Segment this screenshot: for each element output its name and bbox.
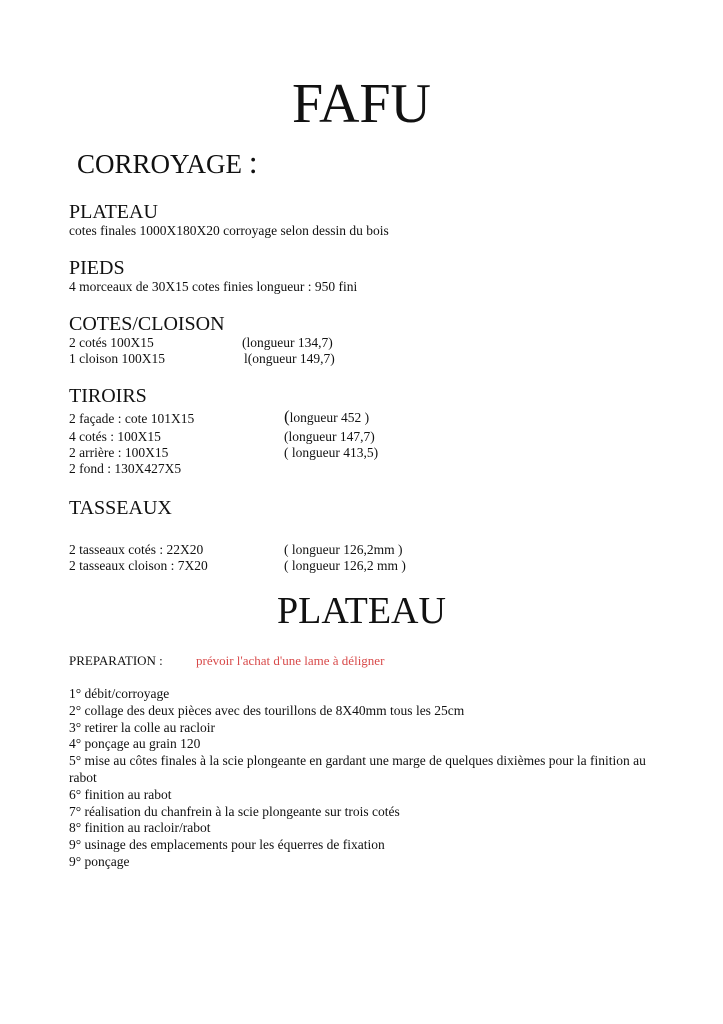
plateau-section-heading: PLATEAU: [277, 590, 446, 632]
step-item: 5° mise au côtes finales à la scie plongeante en gardant une marge de quelques dixièmes pour la finition au rabot: [69, 753, 646, 785]
step-item: 1° débit/corroyage: [69, 686, 170, 701]
preparation-label: PREPARATION :: [69, 653, 163, 668]
row-length: [284, 444, 378, 461]
row-item: 1 cloison 100X15: [69, 351, 165, 366]
corroyage-label: CORROYAGE: [77, 149, 243, 179]
row-length: [284, 408, 369, 426]
length-text: ( longueur 413,5): [284, 445, 379, 460]
corroyage-heading: [77, 145, 258, 181]
plateau-heading: PLATEAU: [69, 201, 158, 223]
step-item: 7° réalisation du chanfrein à la scie plongeante sur trois cotés: [69, 803, 400, 819]
row-item: 2 tasseaux cloison : 7X20: [69, 558, 208, 573]
step-item: 3° retirer la colle au racloir: [69, 719, 215, 735]
length-text: (longueur 147,7): [284, 429, 375, 444]
row-length: ( longueur 126,2 mm ): [284, 558, 406, 573]
pieds-line: 4 morceaux de 30X15 cotes finies longueur : 950 fini: [69, 279, 358, 294]
step-item: 6° finition au rabot: [69, 786, 172, 802]
tasseaux-heading: TASSEAUX: [69, 497, 172, 519]
length-text: longueur 452 ): [289, 410, 370, 425]
cotes-cloison-heading: COTES/CLOISON: [69, 313, 225, 335]
row-length: ( longueur 126,2mm ): [284, 542, 403, 557]
row-item: 2 façade : cote 101X15: [69, 411, 195, 426]
row-length: l(ongueur 149,7): [244, 351, 335, 366]
tiroirs-heading: TIROIRS: [69, 385, 147, 407]
row-item: 2 fond : 130X427X5: [69, 461, 182, 476]
row-item: 4 cotés : 100X15: [69, 429, 161, 444]
step-item: 9° usinage des emplacements pour les équerres de fixation: [69, 837, 385, 853]
page-title: FAFU: [291, 73, 431, 135]
step-item: 2° collage des deux pièces avec des tourillons de 8X40mm tous les 25cm: [69, 702, 465, 718]
row-length: (longueur 134,7): [242, 335, 333, 350]
pieds-heading: PIEDS: [69, 257, 125, 279]
step-item: 9° ponçage: [69, 853, 130, 869]
plateau-line: cotes finales 1000X180X20 corroyage selon dessin du bois: [69, 223, 389, 238]
row-item: 2 arrière : 100X15: [69, 445, 169, 460]
preparation-note: prévoir l'achat d'une lame à déligner: [196, 653, 385, 668]
row-item: 2 cotés 100X15: [69, 335, 154, 350]
corroyage-colon: :: [248, 144, 258, 180]
row-length: [284, 428, 375, 445]
step-item: 8° finition au racloir/rabot: [69, 820, 211, 836]
row-item: 2 tasseaux cotés : 22X20: [69, 542, 204, 557]
length-paren: (: [284, 407, 290, 426]
step-item: 4° ponçage au grain 120: [69, 736, 201, 752]
steps-list: [69, 686, 649, 871]
